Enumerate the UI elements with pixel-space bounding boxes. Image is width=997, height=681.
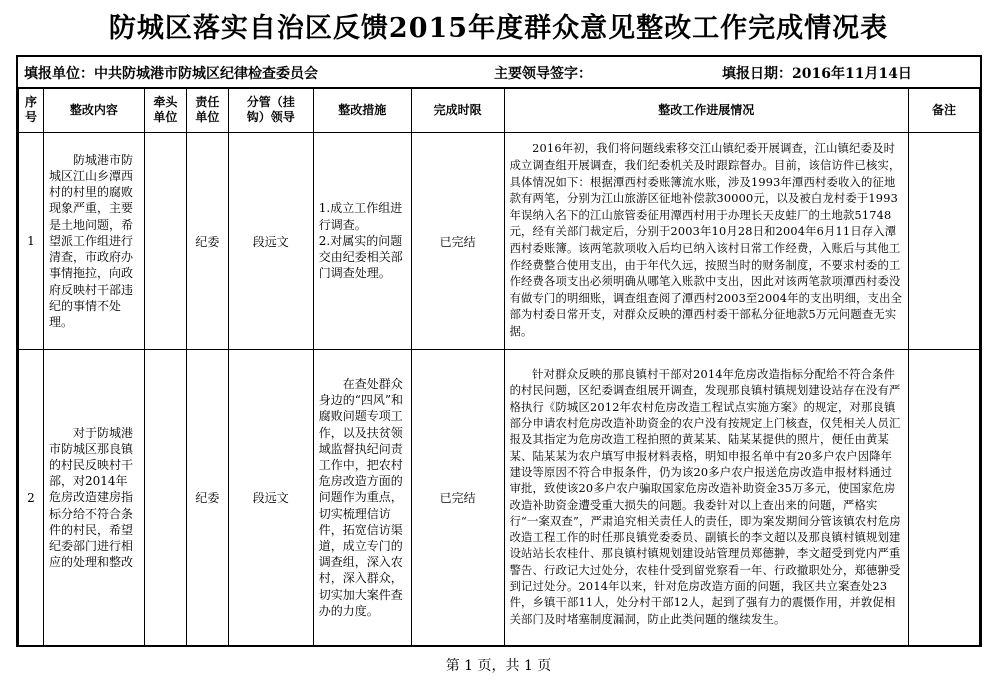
- row-measures: [313, 133, 411, 350]
- row-deadline: 已完结: [411, 133, 504, 350]
- header-lead-unit: 牵头单位: [144, 88, 186, 133]
- rectification-table: [18, 87, 980, 646]
- row-seq: 2: [19, 350, 44, 646]
- row-deadline: 已完结: [411, 350, 504, 646]
- row-leader: 段远文: [228, 350, 313, 646]
- page-footer: 第 1 页，共 1 页: [445, 658, 552, 674]
- report-sheet: [16, 55, 982, 647]
- leader-signature-label: 主要领导签字：: [494, 66, 592, 82]
- row-content-text: 防城港市防城区江山乡潭西村的村里的腐败现象严重，主要是土地问题，希望派工作组进行清查，市政府办事情拖拉，向政府反映村干部违纪的事情不处理。: [48, 152, 133, 329]
- row-lead-unit: [144, 133, 186, 350]
- row-remark: [909, 350, 980, 646]
- header-deadline: 完成时限: [411, 88, 504, 133]
- header-remark: 备注: [909, 88, 980, 133]
- row-progress: [504, 350, 908, 646]
- header-progress: 整改工作进展情况: [504, 88, 908, 133]
- header-leader: 分管（挂钩）领导: [228, 88, 313, 133]
- row-measures-text: 1.成立工作组进行调查。 2.对属实的问题交由纪委相关部门调查处理。: [318, 201, 403, 281]
- row-resp-unit: 纪委: [186, 133, 228, 350]
- row-resp-unit: 纪委: [186, 350, 228, 646]
- row-measures-text: 在查处群众身边的“四风”和腐败问题专项工作，以及扶贫领域监督执纪问责工作中，把农村危房改造方面的问题作为重点，切实梳理信访件，拓宽信访渠道，成立专门的调查组，深入农村，深入群众，切实加大案件查办的力度。: [318, 376, 404, 618]
- row-content-text: 对于防城港市防城区那良镇的村民反映村干部，对2014年危房改造建房指标分给不符合条件的村民，希望纪委部门进行相应的处理和整改: [48, 425, 133, 570]
- row-measures: [313, 350, 411, 646]
- page-title: 防城区落实自治区反馈2015年度群众意见整改工作完成情况表: [108, 13, 889, 44]
- row-remark: [909, 133, 980, 350]
- info-bar: [18, 57, 980, 89]
- report-date: 填报日期：2016年11月14日: [722, 66, 912, 82]
- table-header-row: [19, 88, 980, 133]
- table-row: [19, 350, 980, 646]
- row-content: [43, 133, 144, 350]
- row-seq: 1: [19, 133, 44, 350]
- row-lead-unit: [144, 350, 186, 646]
- row-progress-text: 2016年初，我们将问题线索移交江山镇纪委开展调查，江山镇纪委及时成立调查组开展调查，我们纪委机关及时跟踪督办。目前，该信访件已核实，具体情况如下：根据潭西村委账簿流水账，涉及1993年潭西村委收入的征地款有两笔，分别为江山旅游区征地补偿款30000元，以及被白龙村委于1993年误纳入名下的江山旅管委征用潭西村用于办理长天皮蛙厂的土地款51748元，经有关部门裁定后，分别于2003年10月28日和2004年6月11日存入潭西村委账簿。该两笔款项收入后均已纳入该村日常工作经费，入账后与其他工作经费整合使用支出，由于年代久远，按照当时的财务制度，不要求村委的工作经费各项支出必须明确从哪笔入账款中支出，因此对该两笔款项潭西村委没有做专门的明细账，调查组查阅了潭西村2003至2004年的支出明细，支出全部为村委日常开支，对群众反映的潭西村委干部私分征地款5万元问题查无实据。: [509, 142, 903, 338]
- row-progress-text: 针对群众反映的那良镇村干部对2014年危房改造指标分配给不符合条件的村民问题，区纪委调查组展开调查，发现那良镇村镇规划建设站存在没有严格执行《防城区2012年农村危房改造工程试点实施方案》的规定，对那良镇部分申请农村危房改造补助资金的农户没有按规定上门核查，仅凭相关人员汇报及其指定为危房改造工程拍照的黄某某、陆某某提供的照片，便任由黄某某、陆某某为农户填写申报材料表格，明知申报名单中有20多户农户因降年建设等原因不符合申报条件，仍为该20多户农户报送危房改造申报材料通过审批，致使该20多户农户骗取国家危房改造补助资金35万多元，使国家危房改造补助资金遭受重大损失的问题。我委针对以上查出来的问题，严格实行“一案双查”，严肃追究相关责任人的责任，即为案发期间分管该镇农村危房改造工程工作的时任那良镇党委委员、副镇长的李文超以及那良镇村镇规划建设站站长农桂什、那良镇村镇规划建设站管理员郑德翀，李文超受到党内严重警告、行政记大过处分，农桂什受到留党察看一年、行政撤职处分，郑德翀受到记过处分。2014年以来，针对危房改造方面的问题，我区共立案查处23件，乡镇干部11人，处分村干部12人，起到了强有力的震慑作用，并敦促相关部门及时堵塞制度漏洞，防止此类问题的继续发生。: [509, 368, 901, 626]
- header-measures: 整改措施: [313, 88, 411, 133]
- reporting-unit: 填报单位：中共防城港市防城区纪律检查委员会: [24, 66, 318, 82]
- header-resp-unit: 责任单位: [186, 88, 228, 133]
- header-content: 整改内容: [43, 88, 144, 133]
- header-seq: 序号: [19, 88, 44, 133]
- row-content: [43, 350, 144, 646]
- table-row: [19, 133, 980, 350]
- row-leader: 段远文: [228, 133, 313, 350]
- row-progress: [504, 133, 908, 350]
